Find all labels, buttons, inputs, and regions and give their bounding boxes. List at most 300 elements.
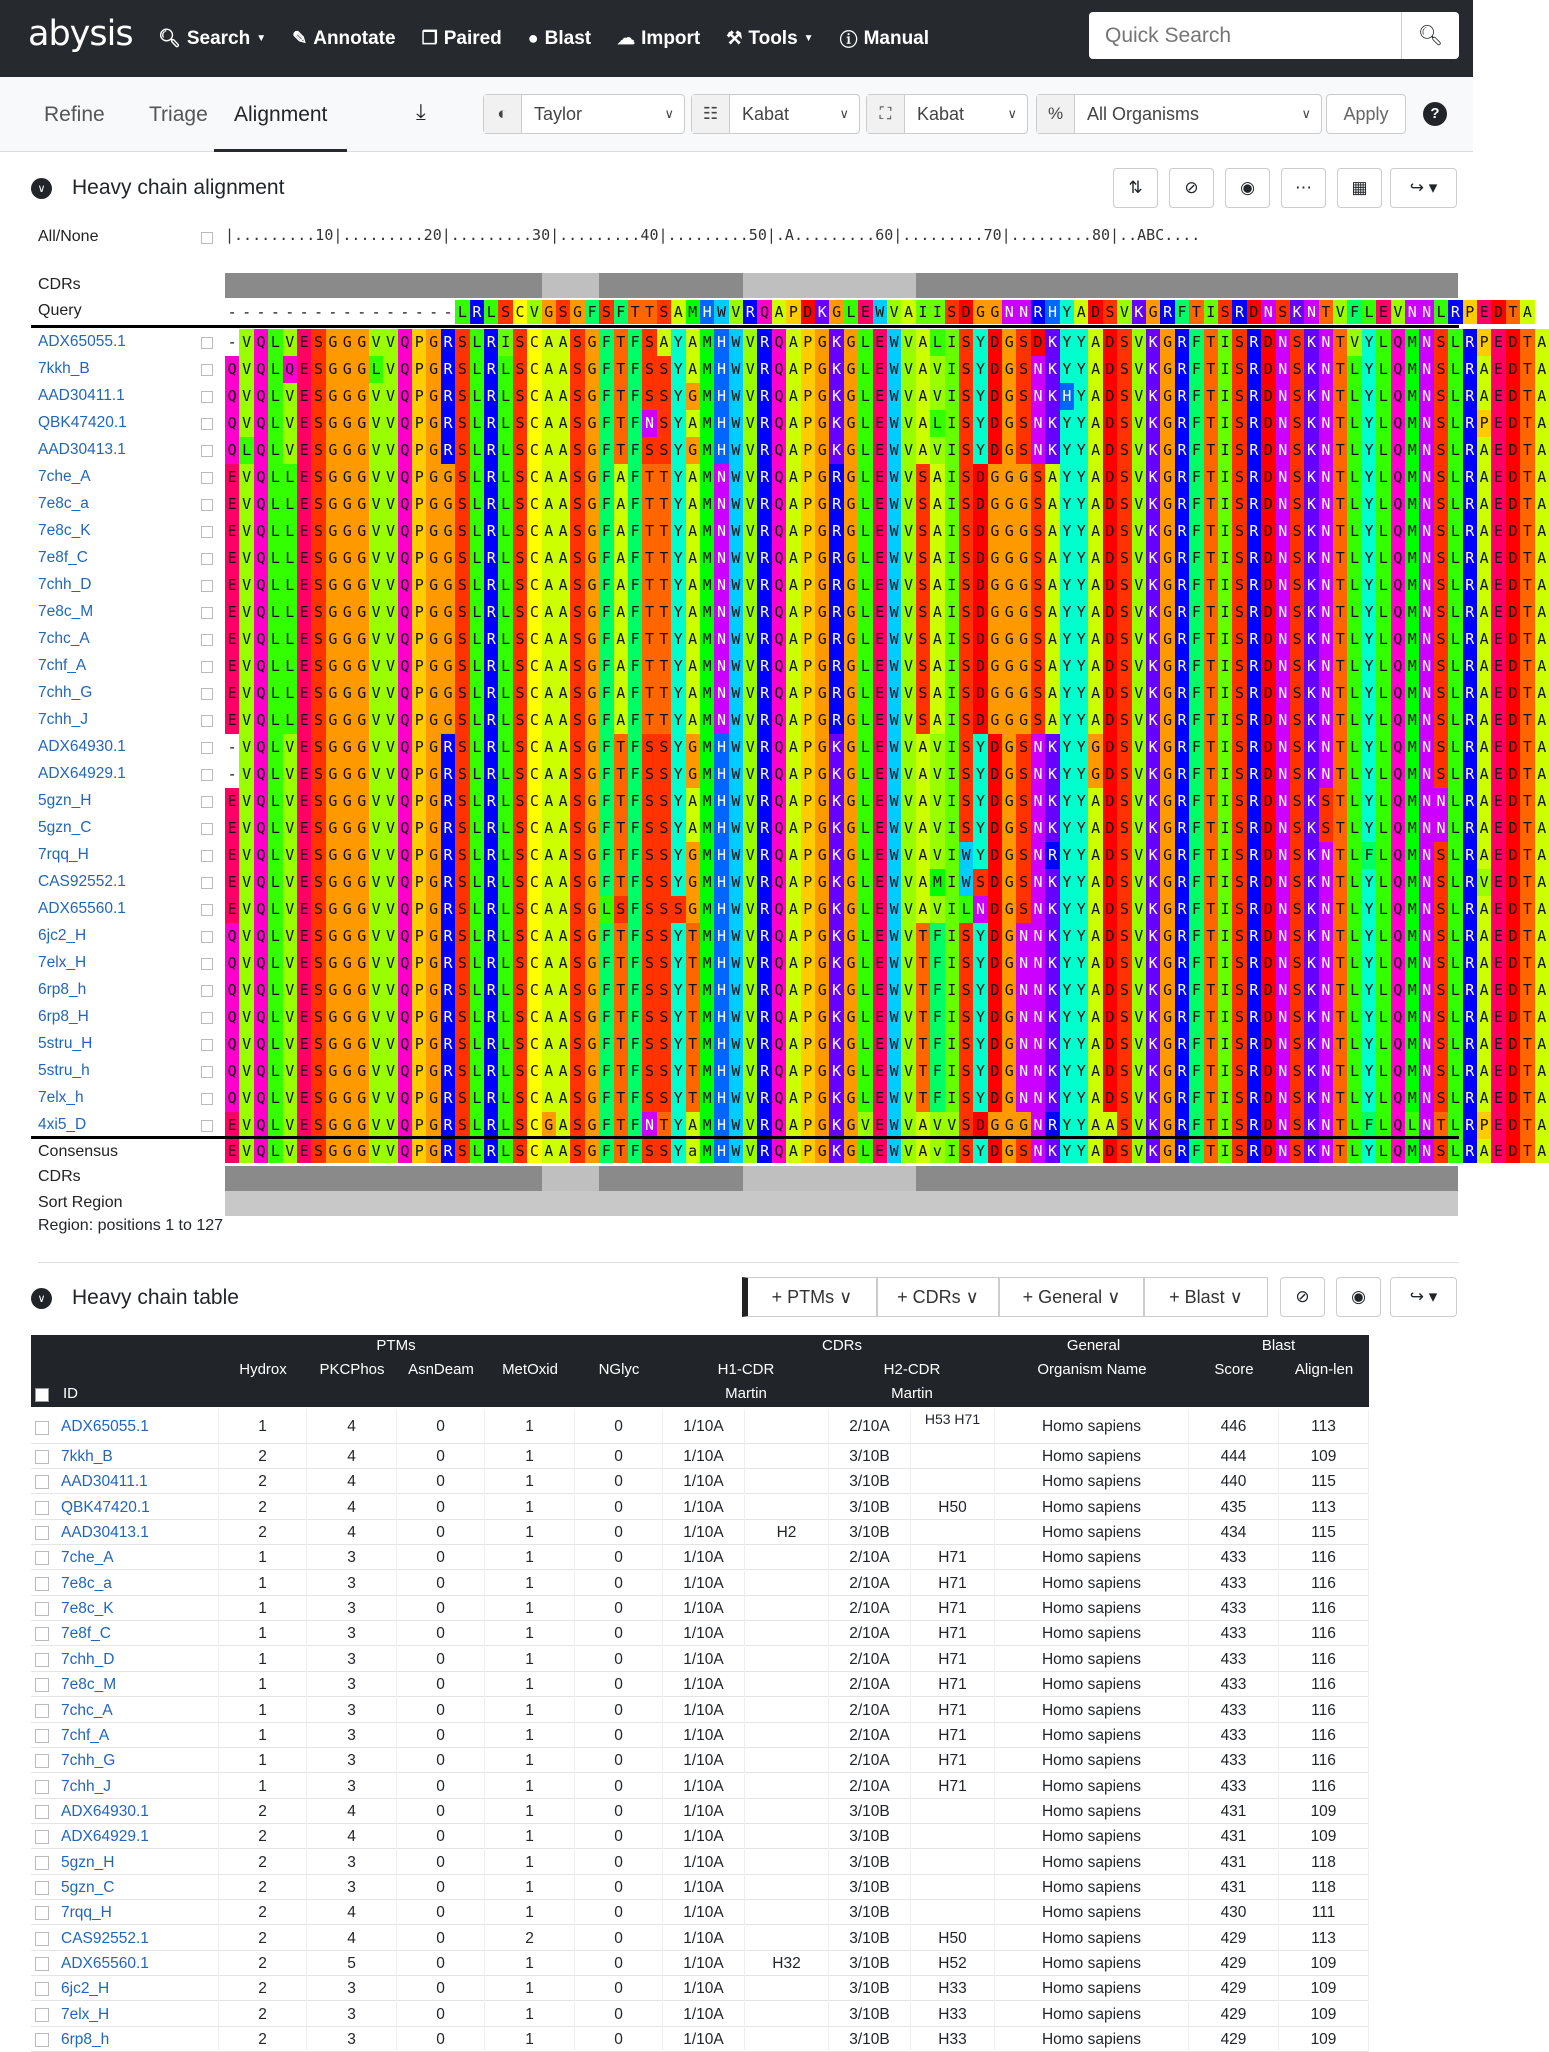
residue: - bbox=[328, 303, 338, 321]
col-organism[interactable]: Organism Name bbox=[1037, 1361, 1147, 1378]
table-row[interactable] bbox=[31, 1698, 1369, 1723]
id-link[interactable]: 7chh_D bbox=[61, 1647, 219, 1672]
table-row[interactable] bbox=[31, 1410, 1369, 1444]
row-checkbox[interactable] bbox=[201, 526, 213, 538]
residue: A bbox=[1477, 356, 1491, 383]
aligned-sequence bbox=[225, 815, 1549, 842]
residue: F bbox=[628, 626, 642, 653]
row-checkbox[interactable] bbox=[35, 1754, 49, 1768]
table-row[interactable] bbox=[31, 2027, 1369, 2052]
row-checkbox[interactable] bbox=[201, 769, 213, 781]
sequence-id-link[interactable]: 6jc2_H bbox=[38, 927, 87, 944]
row-checkbox[interactable] bbox=[201, 1066, 213, 1078]
residue: A bbox=[1477, 572, 1491, 599]
row-checkbox[interactable] bbox=[201, 553, 213, 565]
table-row[interactable] bbox=[31, 1596, 1369, 1621]
residue: G bbox=[355, 437, 369, 464]
download-icon[interactable]: ⤓ bbox=[416, 99, 426, 124]
residue: V bbox=[901, 1139, 915, 1163]
residue: L bbox=[1448, 734, 1462, 761]
residue: S bbox=[513, 653, 527, 680]
residue: P bbox=[412, 1031, 426, 1058]
residue: A bbox=[1535, 977, 1549, 1004]
id-link[interactable]: 7elx_H bbox=[61, 2002, 219, 2027]
cell-pk: 4 bbox=[307, 1410, 397, 1444]
id-link[interactable]: 7e8c_M bbox=[61, 1672, 219, 1697]
sequence-id-link[interactable]: 4xi5_D bbox=[38, 1116, 87, 1133]
apply-button[interactable]: Apply bbox=[1326, 94, 1406, 134]
residue: T bbox=[642, 464, 656, 491]
cell-h2: 3/10B bbox=[829, 1824, 911, 1849]
sequence-id-link[interactable]: ADX64930.1 bbox=[38, 738, 126, 755]
more-icon[interactable]: ⋯ bbox=[1281, 168, 1326, 208]
residue: P bbox=[412, 1004, 426, 1031]
residue: G bbox=[844, 653, 858, 680]
id-link[interactable]: 7chh_J bbox=[61, 1774, 219, 1799]
sequence-id-link[interactable]: 5stru_h bbox=[38, 1062, 90, 1079]
nav-tools[interactable] bbox=[726, 28, 813, 50]
residue: Y bbox=[973, 1139, 987, 1163]
residue: S bbox=[311, 545, 325, 572]
residue: M bbox=[700, 680, 714, 707]
table-row[interactable] bbox=[31, 1723, 1369, 1748]
sequence-id-link[interactable]: AAD30413.1 bbox=[38, 441, 126, 458]
residue: S bbox=[311, 1004, 325, 1031]
row-checkbox[interactable] bbox=[35, 2033, 49, 2047]
id-link[interactable]: ADX64929.1 bbox=[61, 1824, 219, 1849]
table-icon[interactable]: ▦ bbox=[1337, 168, 1382, 208]
row-checkbox[interactable] bbox=[35, 1856, 49, 1870]
residue: F bbox=[628, 761, 642, 788]
row-checkbox[interactable] bbox=[35, 1932, 49, 1946]
search-icon[interactable]: 🔍︎ bbox=[1401, 12, 1459, 59]
residue: V bbox=[283, 788, 297, 815]
row-checkbox[interactable] bbox=[201, 634, 213, 646]
col-hydrox[interactable]: Hydrox bbox=[239, 1361, 287, 1378]
select-all-checkbox[interactable] bbox=[201, 232, 213, 244]
ptms-filter-button[interactable] bbox=[742, 1277, 877, 1317]
cell-me: 1 bbox=[485, 1976, 575, 2001]
cell-al: 109 bbox=[1279, 1824, 1369, 1849]
row-checkbox[interactable] bbox=[201, 850, 213, 862]
row-checkbox[interactable] bbox=[201, 958, 213, 970]
blast-filter-button[interactable] bbox=[1144, 1277, 1268, 1317]
residue: H bbox=[714, 869, 728, 896]
cdrs-filter-button[interactable] bbox=[877, 1277, 999, 1317]
residue: Q bbox=[398, 842, 412, 869]
residue: G bbox=[1002, 977, 1016, 1004]
row-checkbox[interactable] bbox=[35, 1577, 49, 1591]
residue: H bbox=[714, 329, 728, 356]
nav-import[interactable] bbox=[617, 28, 700, 50]
residue: M bbox=[700, 788, 714, 815]
row-checkbox[interactable] bbox=[201, 796, 213, 808]
row-checkbox[interactable] bbox=[35, 1450, 49, 1464]
row-checkbox[interactable] bbox=[35, 1678, 49, 1692]
id-link[interactable]: 7chh_G bbox=[61, 1748, 219, 1773]
row-checkbox[interactable] bbox=[201, 337, 213, 349]
id-link[interactable]: 6jc2_H bbox=[61, 1976, 219, 2001]
id-link[interactable]: 7e8c_K bbox=[61, 1596, 219, 1621]
sequence-id-link[interactable]: 7chc_A bbox=[38, 630, 90, 647]
residue: Y bbox=[1362, 653, 1376, 680]
table-row[interactable] bbox=[31, 1875, 1369, 1900]
sequence-id-link[interactable]: QBK47420.1 bbox=[38, 414, 127, 431]
residue: I bbox=[1218, 1112, 1232, 1139]
collapse-icon[interactable]: ∨ bbox=[31, 1288, 52, 1309]
row-checkbox[interactable] bbox=[35, 1805, 49, 1819]
nav-manual[interactable] bbox=[840, 26, 929, 52]
row-checkbox[interactable] bbox=[35, 1780, 49, 1794]
row-checkbox[interactable] bbox=[35, 1830, 49, 1844]
table-row[interactable] bbox=[31, 1824, 1369, 1849]
residue: N bbox=[1276, 356, 1290, 383]
residue: N bbox=[1276, 896, 1290, 923]
row-checkbox[interactable] bbox=[201, 823, 213, 835]
residue: K bbox=[1045, 869, 1059, 896]
col-h2-cdr[interactable]: H2-CDR bbox=[883, 1361, 941, 1378]
id-link[interactable]: AAD30411.1 bbox=[61, 1469, 219, 1494]
residue: E bbox=[297, 707, 311, 734]
nav-blast[interactable] bbox=[528, 28, 591, 50]
alignment-section-header[interactable] bbox=[31, 176, 284, 200]
col-score[interactable]: Score bbox=[1214, 1361, 1254, 1378]
residue: V bbox=[743, 491, 757, 518]
row-checkbox[interactable] bbox=[35, 1475, 49, 1489]
cell-sc: 444 bbox=[1189, 1444, 1279, 1469]
sequence-id-link[interactable]: CAS92552.1 bbox=[38, 873, 126, 890]
id-link[interactable]: ADX64930.1 bbox=[61, 1799, 219, 1824]
cell-h1x bbox=[745, 1672, 829, 1697]
residue: F bbox=[599, 842, 613, 869]
residue: Y bbox=[1362, 788, 1376, 815]
nav-annotate[interactable] bbox=[292, 28, 395, 50]
nav-paired[interactable] bbox=[422, 28, 502, 50]
help-icon[interactable]: ? bbox=[1423, 102, 1447, 126]
residue: G bbox=[815, 383, 829, 410]
id-link[interactable]: 7che_A bbox=[61, 1545, 219, 1570]
tab-alignment[interactable]: Alignment bbox=[214, 77, 347, 152]
row-checkbox[interactable] bbox=[35, 1602, 49, 1616]
row-checkbox[interactable] bbox=[35, 1704, 49, 1718]
nav-search[interactable] bbox=[158, 28, 266, 50]
id-link[interactable]: 7kkh_B bbox=[61, 1444, 219, 1469]
residue: E bbox=[1491, 842, 1505, 869]
id-link[interactable]: 7chc_A bbox=[61, 1698, 219, 1723]
table-row[interactable] bbox=[31, 1621, 1369, 1646]
row-checkbox[interactable] bbox=[201, 904, 213, 916]
residue: G bbox=[815, 734, 829, 761]
residue: Q bbox=[254, 1085, 268, 1112]
id-link[interactable]: 5gzn_C bbox=[61, 1875, 219, 1900]
residue: G bbox=[426, 491, 440, 518]
residue: E bbox=[1491, 1112, 1505, 1139]
sequence-id-link[interactable]: ADX64929.1 bbox=[38, 765, 126, 782]
table-row[interactable] bbox=[31, 1520, 1369, 1545]
row-checkbox[interactable] bbox=[35, 1906, 49, 1920]
brand-logo[interactable]: abysis bbox=[28, 14, 133, 54]
table-row[interactable] bbox=[31, 1748, 1369, 1773]
id-link[interactable]: 6rp8_h bbox=[61, 2027, 219, 2052]
row-checkbox[interactable] bbox=[35, 1421, 49, 1435]
col-metoxid[interactable]: MetOxid bbox=[502, 1361, 558, 1378]
col-nglyc[interactable]: NGlyc bbox=[598, 1361, 640, 1378]
all-none-toggle[interactable]: All/None bbox=[38, 228, 99, 245]
numbering-select[interactable] bbox=[691, 94, 860, 134]
residue: Q bbox=[1391, 1058, 1405, 1085]
residue: A bbox=[1045, 680, 1059, 707]
row-checkbox[interactable] bbox=[201, 985, 213, 997]
residue: V bbox=[239, 1031, 253, 1058]
id-link[interactable]: QBK47420.1 bbox=[61, 1495, 219, 1520]
sequence-id-link[interactable]: 7che_A bbox=[38, 468, 91, 485]
sequence-id-link[interactable]: 7chh_J bbox=[38, 711, 88, 728]
cell-pk: 4 bbox=[307, 1495, 397, 1520]
residue: M bbox=[700, 626, 714, 653]
residue: A bbox=[686, 356, 700, 383]
sequence-id-link[interactable]: 7e8c_K bbox=[38, 522, 91, 539]
sort-region-bar[interactable] bbox=[225, 1191, 1458, 1216]
residue: G bbox=[585, 653, 599, 680]
row-checkbox[interactable] bbox=[35, 1957, 49, 1971]
col-align-len[interactable]: Align-len bbox=[1294, 1361, 1354, 1378]
residue: V bbox=[901, 1085, 915, 1112]
id-link[interactable]: 7chf_A bbox=[61, 1723, 219, 1748]
sequence-id-link[interactable]: 6rp8_h bbox=[38, 981, 87, 998]
residue: L bbox=[498, 491, 512, 518]
residue: S bbox=[1290, 545, 1304, 572]
aligned-sequence bbox=[225, 545, 1549, 572]
id-link[interactable]: AAD30413.1 bbox=[61, 1520, 219, 1545]
residue: G bbox=[585, 599, 599, 626]
row-checkbox[interactable] bbox=[201, 1039, 213, 1051]
residue: L bbox=[1376, 1004, 1390, 1031]
residue: L bbox=[1347, 788, 1361, 815]
row-checkbox[interactable] bbox=[201, 1093, 213, 1105]
export-menu-icon[interactable]: ↪ ▾ bbox=[1390, 168, 1457, 208]
residue: E bbox=[225, 518, 239, 545]
residue: M bbox=[700, 383, 714, 410]
sequence-id-link[interactable]: 7rqq_H bbox=[38, 846, 89, 863]
row-checkbox[interactable] bbox=[35, 1551, 49, 1565]
table-row[interactable] bbox=[31, 1469, 1369, 1494]
table-row[interactable] bbox=[31, 1571, 1369, 1596]
collapse-icon[interactable]: ∨ bbox=[31, 178, 52, 199]
residue: D bbox=[1261, 734, 1275, 761]
sort-icon[interactable]: ⇅ bbox=[1113, 168, 1158, 208]
row-checkbox[interactable] bbox=[201, 472, 213, 484]
sequence-id-link[interactable]: AAD30411.1 bbox=[38, 387, 125, 404]
row-checkbox[interactable] bbox=[201, 499, 213, 511]
sequence-id-link[interactable]: ADX65560.1 bbox=[38, 900, 126, 917]
residue: S bbox=[642, 1031, 656, 1058]
residue: S bbox=[513, 1139, 527, 1163]
table-row[interactable] bbox=[31, 1799, 1369, 1824]
row-checkbox[interactable] bbox=[201, 742, 213, 754]
row-checkbox[interactable] bbox=[201, 877, 213, 889]
eye-icon[interactable]: ◉ bbox=[1336, 1277, 1381, 1317]
cell-h2: 3/10B bbox=[829, 2027, 911, 2052]
table-row[interactable] bbox=[31, 1672, 1369, 1697]
residue: M bbox=[1405, 680, 1419, 707]
row-checkbox[interactable] bbox=[201, 607, 213, 619]
residue: S bbox=[1434, 653, 1448, 680]
table-row[interactable] bbox=[31, 1444, 1369, 1469]
table-row[interactable] bbox=[31, 1647, 1369, 1672]
quick-search-input[interactable] bbox=[1089, 12, 1401, 59]
residue: Y bbox=[973, 761, 987, 788]
table-row[interactable] bbox=[31, 2002, 1369, 2027]
row-checkbox[interactable] bbox=[201, 1120, 213, 1132]
cell-h2x bbox=[911, 1520, 995, 1545]
col-h1-cdr[interactable]: H1-CDR bbox=[717, 1361, 775, 1378]
cell-pk: 3 bbox=[307, 2027, 397, 2052]
sequence-id-link[interactable]: 7e8c_M bbox=[38, 603, 94, 620]
row-checkbox[interactable] bbox=[201, 580, 213, 592]
eye-icon[interactable]: ◉ bbox=[1225, 168, 1270, 208]
table-row[interactable] bbox=[31, 1850, 1369, 1875]
residue: S bbox=[1434, 1139, 1448, 1163]
row-checkbox[interactable] bbox=[201, 715, 213, 727]
row-checkbox[interactable] bbox=[201, 391, 213, 403]
col-asndeam[interactable]: AsnDeam bbox=[408, 1361, 474, 1378]
table-section-header[interactable] bbox=[31, 1286, 239, 1310]
sequence-id-link[interactable]: 7elx_H bbox=[38, 954, 87, 971]
residue: F bbox=[930, 1004, 944, 1031]
export-menu-icon[interactable]: ↪ ▾ bbox=[1390, 1277, 1457, 1317]
row-checkbox[interactable] bbox=[201, 364, 213, 376]
cell-ng: 0 bbox=[575, 1672, 663, 1697]
eye-slash-icon[interactable]: ⊘ bbox=[1280, 1277, 1325, 1317]
row-checkbox[interactable] bbox=[201, 661, 213, 673]
cdr-definition-select[interactable] bbox=[866, 94, 1028, 134]
table-row[interactable] bbox=[31, 1926, 1369, 1951]
residue: Q bbox=[283, 356, 297, 383]
residue: S bbox=[657, 1058, 671, 1085]
residue: S bbox=[1434, 599, 1448, 626]
table-row[interactable] bbox=[31, 1951, 1369, 1976]
cell-pk: 3 bbox=[307, 1774, 397, 1799]
row-checkbox[interactable] bbox=[201, 688, 213, 700]
residue: E bbox=[873, 626, 887, 653]
eye-slash-icon[interactable]: ⊘ bbox=[1169, 168, 1214, 208]
row-checkbox[interactable] bbox=[201, 418, 213, 430]
row-checkbox[interactable] bbox=[35, 1501, 49, 1515]
col-id[interactable]: ID bbox=[63, 1385, 78, 1402]
select-all-rows-checkbox[interactable] bbox=[35, 1388, 49, 1402]
residue: S bbox=[1290, 1139, 1304, 1163]
id-link[interactable]: ADX65560.1 bbox=[61, 1951, 219, 1976]
cell-h1x bbox=[745, 1495, 829, 1520]
row-checkbox[interactable] bbox=[201, 931, 213, 943]
tab-refine[interactable]: Refine bbox=[44, 103, 105, 126]
sequence-id-link[interactable]: 7chh_D bbox=[38, 576, 92, 593]
residue: V bbox=[1132, 1112, 1146, 1139]
residue: T bbox=[642, 626, 656, 653]
table-row[interactable] bbox=[31, 1900, 1369, 1925]
cell-h1x bbox=[745, 1571, 829, 1596]
row-checkbox[interactable] bbox=[201, 445, 213, 457]
id-link[interactable]: CAS92552.1 bbox=[61, 1926, 219, 1951]
table-row[interactable] bbox=[31, 1495, 1369, 1520]
residue: L bbox=[1376, 599, 1390, 626]
residue: S bbox=[657, 1139, 671, 1163]
table-row[interactable] bbox=[31, 1976, 1369, 2001]
sequence-id-link[interactable]: 7e8f_C bbox=[38, 549, 88, 566]
sequence-id-link[interactable]: 7chf_A bbox=[38, 657, 87, 674]
residue: P bbox=[801, 707, 815, 734]
row-checkbox[interactable] bbox=[35, 1627, 49, 1641]
organism-select[interactable] bbox=[1036, 94, 1322, 134]
residue: V bbox=[383, 356, 397, 383]
row-checkbox[interactable] bbox=[35, 1526, 49, 1540]
id-link[interactable]: 5gzn_H bbox=[61, 1850, 219, 1875]
residue: I bbox=[945, 707, 959, 734]
residue: G bbox=[1146, 300, 1160, 324]
residue: V bbox=[239, 734, 253, 761]
residue: Q bbox=[254, 842, 268, 869]
row-checkbox[interactable] bbox=[35, 1982, 49, 1996]
sequence-id-link[interactable]: 6rp8_H bbox=[38, 1008, 89, 1025]
table-row[interactable] bbox=[31, 1774, 1369, 1799]
row-checkbox[interactable] bbox=[35, 2008, 49, 2022]
residue: N bbox=[1016, 1031, 1030, 1058]
residue: A bbox=[1477, 1031, 1491, 1058]
residue: A bbox=[1088, 680, 1102, 707]
residue: G bbox=[585, 356, 599, 383]
id-link[interactable]: 7e8f_C bbox=[61, 1621, 219, 1646]
residue: G bbox=[426, 680, 440, 707]
sequence-id-link[interactable]: 5gzn_C bbox=[38, 819, 92, 836]
sequence-id-link[interactable]: 7chh_G bbox=[38, 684, 93, 701]
sequence-id-link[interactable]: 5stru_H bbox=[38, 1035, 93, 1052]
sequence-id-link[interactable]: 7kkh_B bbox=[38, 360, 90, 377]
residue: T bbox=[642, 572, 656, 599]
residue: Y bbox=[671, 1031, 685, 1058]
aligned-sequence bbox=[225, 680, 1549, 707]
row-checkbox[interactable] bbox=[35, 1729, 49, 1743]
residue: D bbox=[1506, 545, 1520, 572]
id-link[interactable]: 7e8c_a bbox=[61, 1571, 219, 1596]
table-row[interactable] bbox=[31, 1545, 1369, 1570]
residue: A bbox=[1535, 545, 1549, 572]
general-filter-button[interactable] bbox=[999, 1277, 1144, 1317]
row-checkbox[interactable] bbox=[35, 1881, 49, 1895]
col-pkcphos[interactable]: PKCPhos bbox=[319, 1361, 385, 1378]
residue: D bbox=[1261, 356, 1275, 383]
sequence-id-link[interactable]: 5gzn_H bbox=[38, 792, 92, 809]
residue: Y bbox=[973, 1004, 987, 1031]
id-link[interactable]: ADX65055.1 bbox=[61, 1410, 219, 1444]
residue: I bbox=[1218, 680, 1232, 707]
residue: N bbox=[1319, 1139, 1333, 1163]
residue: A bbox=[1535, 1112, 1549, 1139]
residue: R bbox=[829, 518, 843, 545]
residue: L bbox=[268, 923, 282, 950]
residue: R bbox=[484, 545, 498, 572]
color-scheme-select[interactable] bbox=[483, 94, 685, 134]
id-link[interactable]: 7rqq_H bbox=[61, 1900, 219, 1925]
row-checkbox[interactable] bbox=[35, 1653, 49, 1667]
residue: A bbox=[1477, 464, 1491, 491]
sequence-id-link[interactable]: 7elx_h bbox=[38, 1089, 84, 1106]
sequence-id-link[interactable]: ADX65055.1 bbox=[38, 333, 126, 350]
sequence-id-link[interactable]: 7e8c_a bbox=[38, 495, 89, 512]
residue: R bbox=[484, 680, 498, 707]
row-checkbox[interactable] bbox=[201, 1012, 213, 1024]
tab-triage[interactable]: Triage bbox=[149, 103, 208, 126]
residue: A bbox=[686, 545, 700, 572]
